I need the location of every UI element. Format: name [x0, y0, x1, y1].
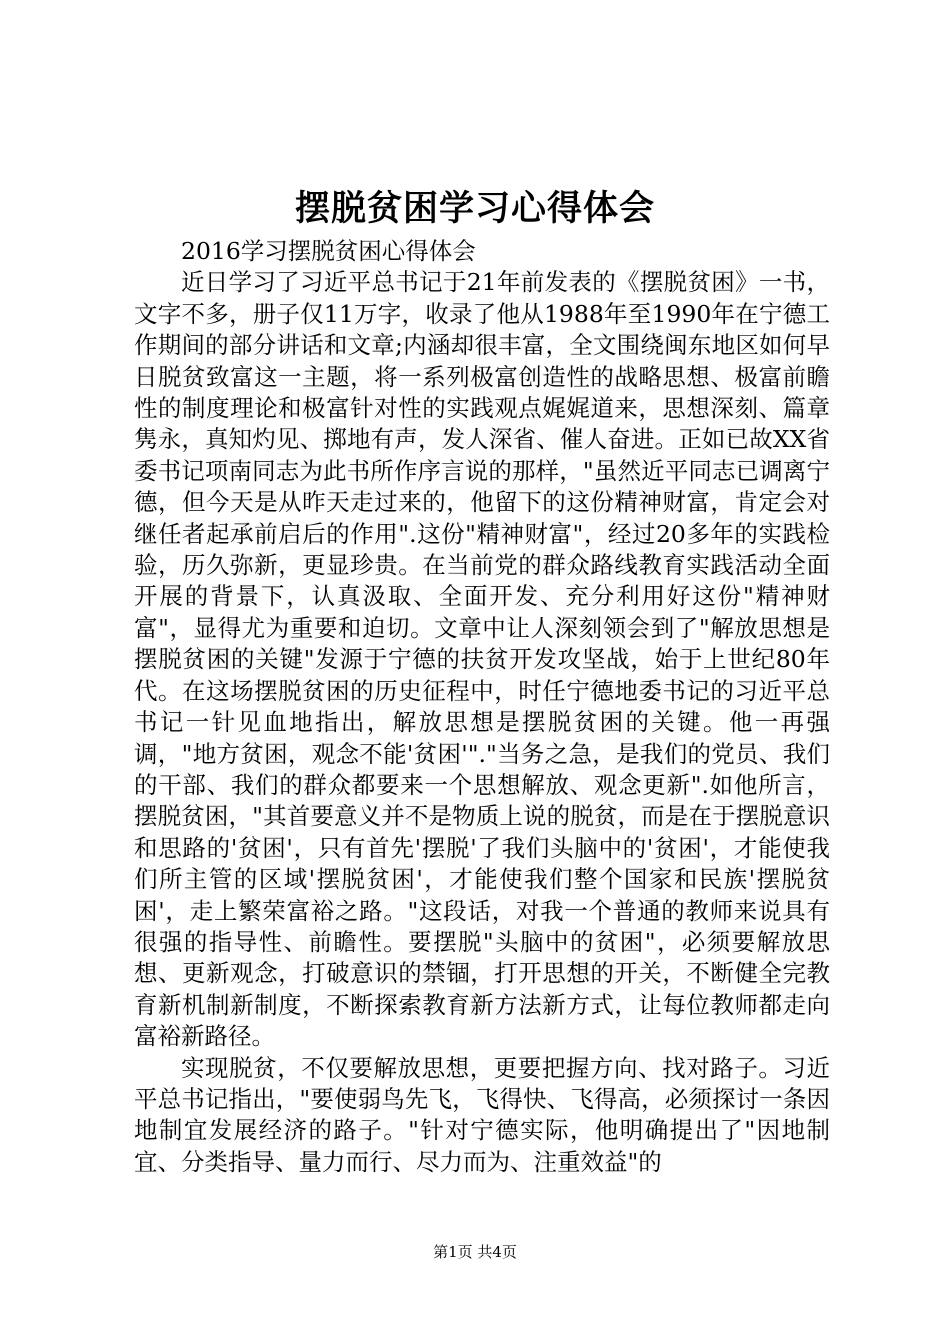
body-paragraph: 近日学习了习近平总书记于21年前发表的《摆脱贫困》一书，文字不多，册子仅11万字，收录了他从1988年至1990年在宁德工作期间的部分讲话和文章;内涵却很丰富，全文围绕闽东地区如何早日脱贫致富这一主题，将一系列极富创造性的战略思想、极富前瞻性的制度理论和极富针对性的实践观点娓娓道来，思想深刻、篇章隽永，真知灼见、掷地有声，发人深省、催人奋进。正如已故XX省委书记项南同志为此书所作序言说的那样，"虽然近平同志已调离宁德，但今天是从昨天走过来的，他留下的这份精神财富，肯定会对继任者起承前启后的作用".这份"精神财富"，经过20多年的实践检验，历久弥新，更显珍贵。在当前党的群众路线教育实践活动全面开展的背景下，认真汲取、全面开发、充分利用好这份"精神财富"，显得尤为重要和迫切。文章中让人深刻领会到了"解放思想是摆脱贫困的关键"发源于宁德的扶贫开发攻坚战，始于上世纪80年代。在这场摆脱贫困的历史征程中，时任宁德地委书记的习近平总书记一针见血地指出，解放思想是摆脱贫困的关键。他一再强调，"地方贫困，观念不能'贫困'"."当务之急，是我们的党员、我们的干部、我们的群众都要来一个思想解放、观念更新".如他所言，摆脱贫困，"其首要意义并不是物质上说的脱贫，而是在于摆脱意识和思路的'贫困'，只有首先'摆脱'了我们头脑中的'贫困'，才能使我们所主管的区域'摆脱贫困'，才能使我们整个国家和民族'摆脱贫困'，走上繁荣富裕之路。"这段话，对我一个普通的教师来说具有很强的指导性、前瞻性。要摆脱"头脑中的贫困"，必须要解放思想、更新观念，打破意识的禁锢，打开思想的开关，不断健全完教育新机制新制度，不断探索教育新方法新方式，让每位教师都走向富裕新路径。: [134, 268, 830, 1051]
document-title: 摆脱贫困学习心得体会: [294, 188, 655, 229]
subtitle-paragraph: 2016学习摆脱贫困心得体会: [181, 237, 476, 265]
body-paragraph: 实现脱贫，不仅要解放思想，更要把握方向、找对路子。习近平总书记指出，"要使弱鸟先飞，飞得快、飞得高，必须探讨一条因地制宜发展经济的路子。"针对宁德实际，他明确提出了"因地制宜、分类指导、量力而行、尽力而为、注重效益"的: [134, 1053, 830, 1176]
document-body: [134, 236, 830, 1178]
page-number-footer: 第1页 共4页: [433, 1243, 517, 1261]
